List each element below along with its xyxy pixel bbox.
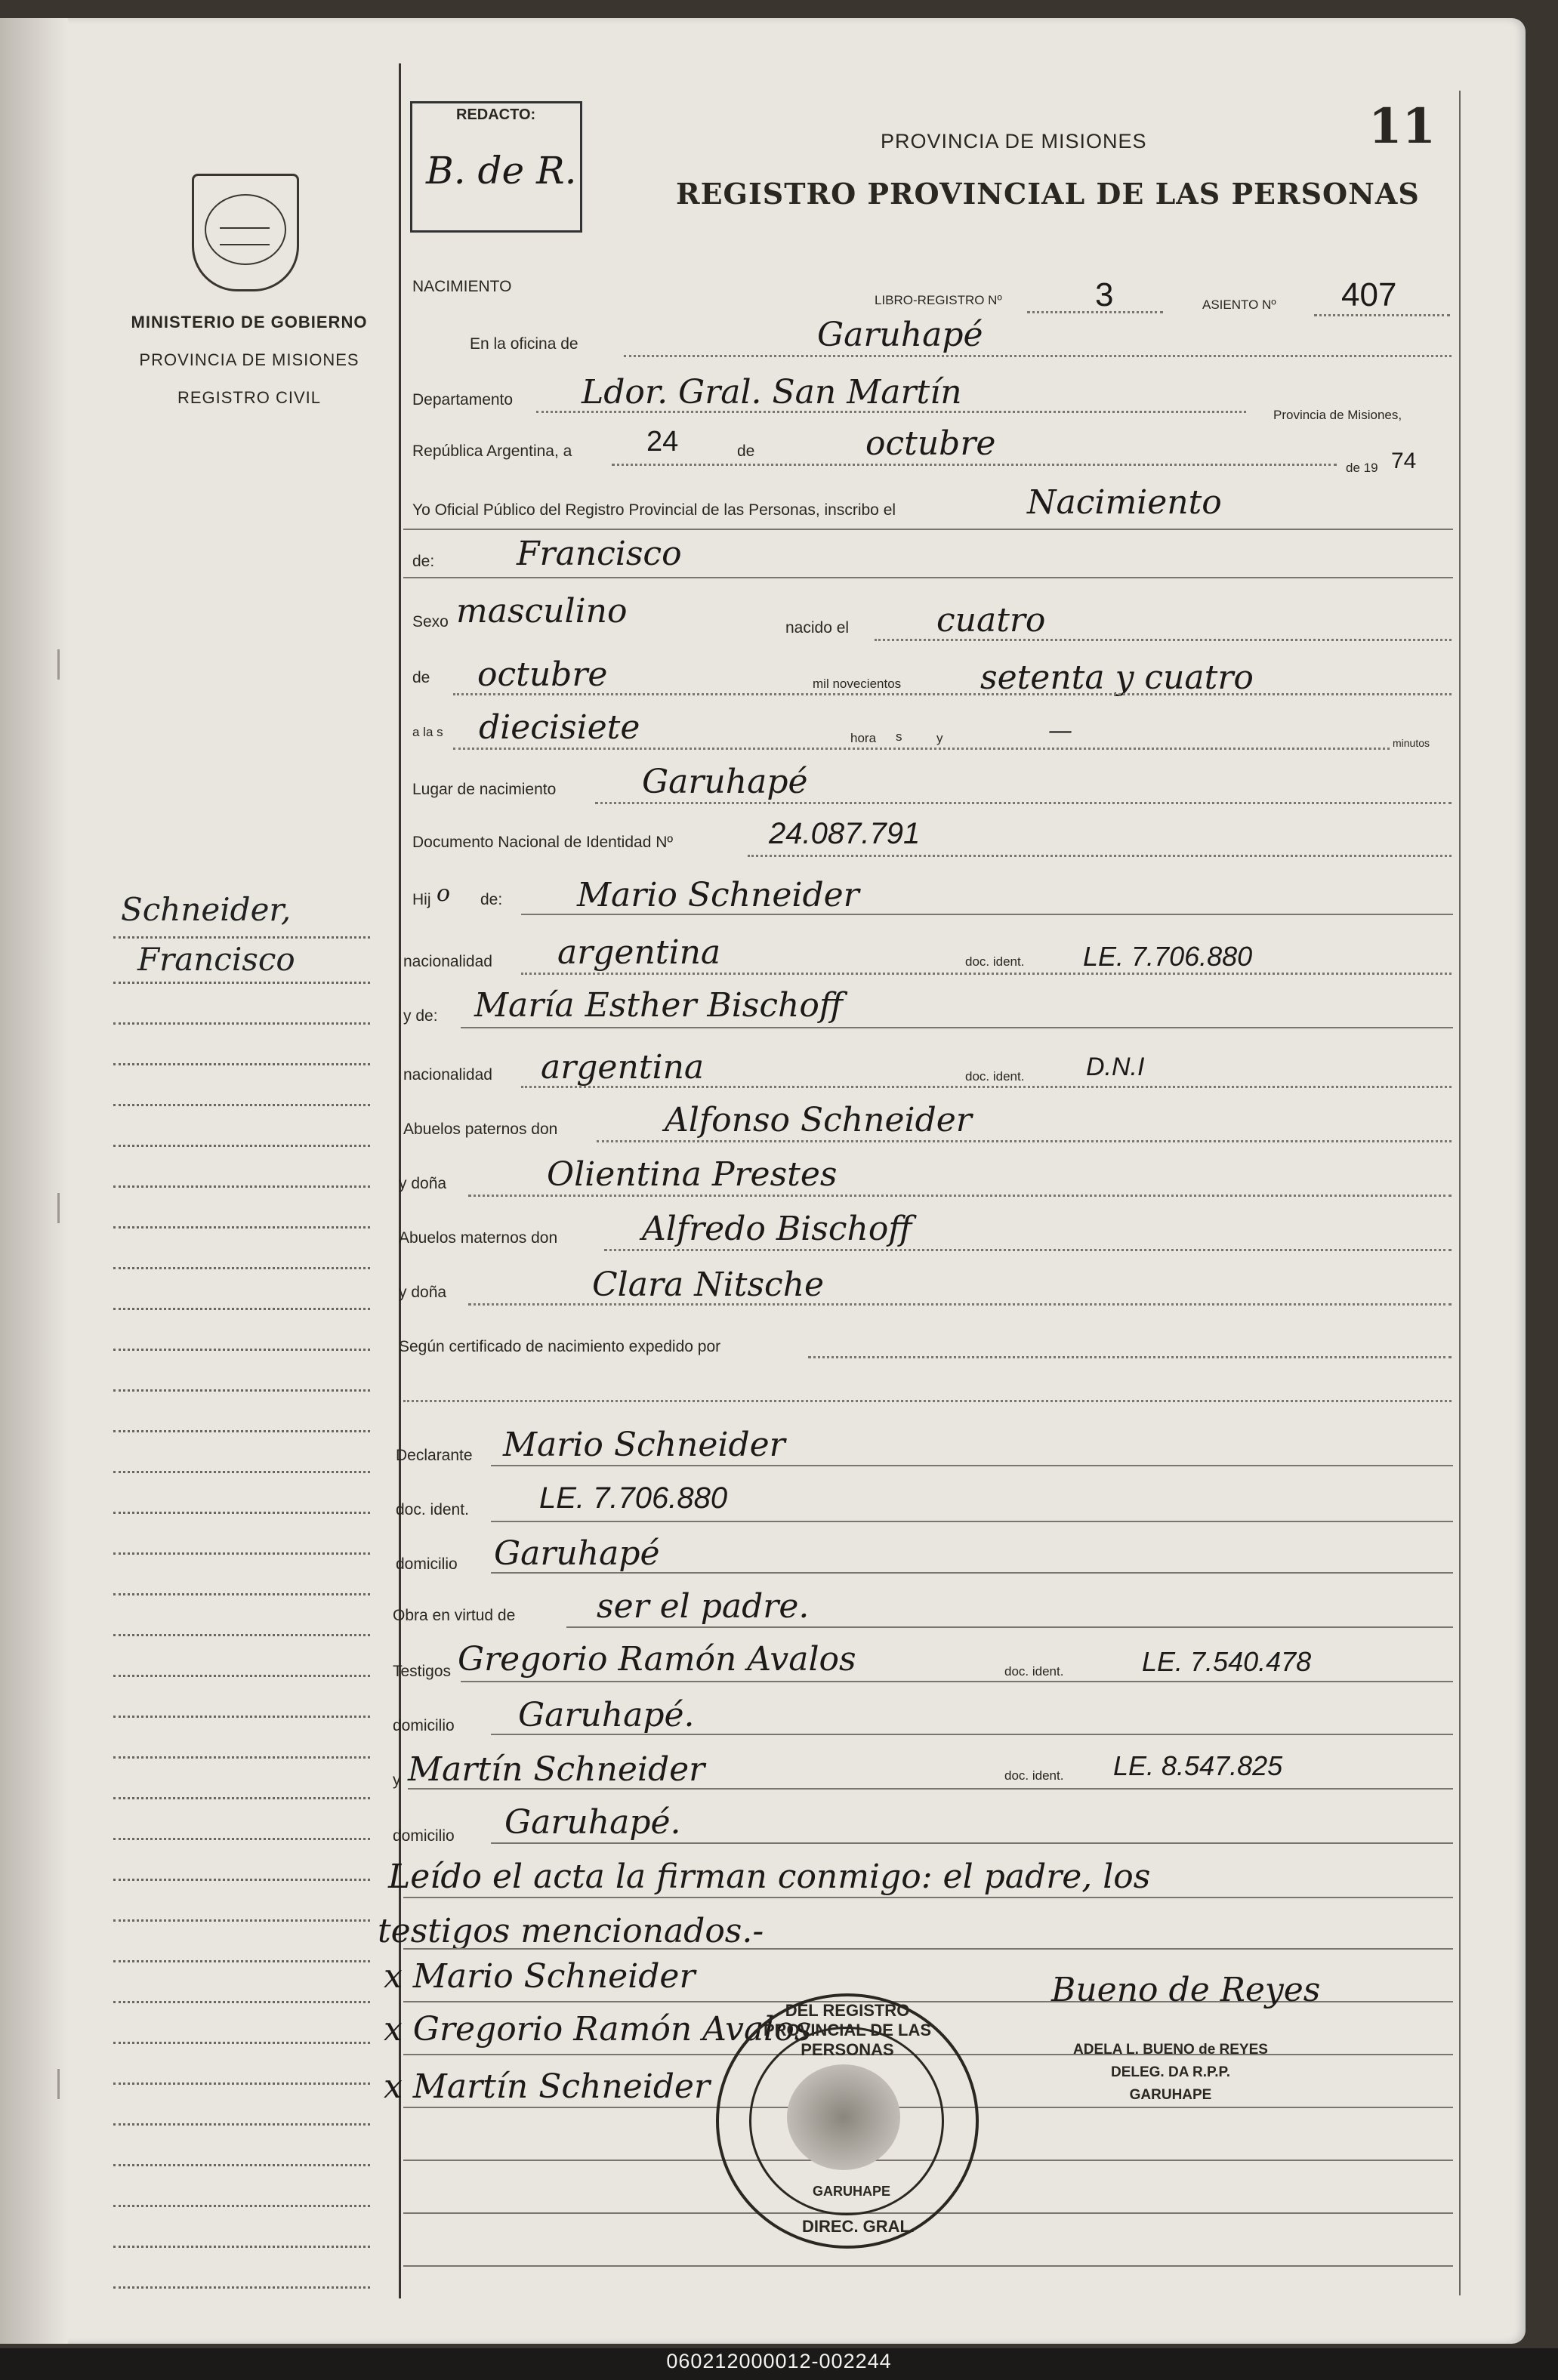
- ab-pat-dona-label: y doña: [399, 1175, 447, 1192]
- cert-label: Según certificado de nacimiento expedido por: [399, 1338, 721, 1355]
- test2-doc: LE. 8.547.825: [1113, 1750, 1283, 1781]
- margin-line: [113, 1675, 370, 1677]
- child-name: Francisco: [517, 535, 682, 573]
- form-rule: [491, 1842, 1453, 1844]
- margin-line: [113, 2164, 370, 2166]
- book-gutter: [0, 18, 68, 2344]
- margin-line: [113, 936, 370, 939]
- page-number: 11: [1368, 98, 1436, 155]
- testigos-label: Testigos: [393, 1663, 452, 1680]
- inscribo-value: Nacimiento: [1027, 483, 1222, 522]
- form-rule: [491, 1572, 1453, 1574]
- binding-stitch: [57, 2069, 73, 2099]
- declarante-label: Declarante: [396, 1447, 473, 1464]
- libro-value: 3: [1095, 276, 1114, 313]
- y2-label: y: [393, 1771, 401, 1789]
- year-label: de 19: [1346, 461, 1378, 475]
- margin-line: [113, 1838, 370, 1840]
- form-rule: [461, 1681, 1453, 1682]
- official-line2: DELEG. DA R.P.P.: [1110, 2064, 1231, 2080]
- signature-official: Bueno de Reyes: [1051, 1971, 1321, 2009]
- de-colon-label: de:: [412, 553, 435, 570]
- date-de-label: de: [737, 442, 755, 460]
- ab-mat-label: Abuelos maternos don: [399, 1229, 558, 1247]
- redacto-value: B. de R.: [426, 149, 577, 193]
- official-line1: ADELA L. BUENO de REYES: [1073, 2042, 1268, 2058]
- oficial-text: Yo Oficial Público del Registro Provincial de las Personas, inscribo el: [412, 501, 896, 519]
- obra-value: ser el padre.: [597, 1587, 810, 1626]
- oficina-line: [624, 355, 1452, 357]
- father-name: Mario Schneider: [577, 876, 859, 914]
- ab-pat-line: [597, 1140, 1452, 1142]
- minutes-value: —: [1048, 716, 1072, 745]
- margin-line: [113, 1593, 370, 1595]
- margin-line: [113, 1716, 370, 1718]
- minutos-label: minutos: [1393, 737, 1430, 749]
- dni-value: 24.087.791: [769, 817, 921, 850]
- margin-surname: Schneider,: [121, 891, 292, 928]
- binding-stitch: [57, 649, 73, 680]
- margin-line: [113, 1145, 370, 1147]
- redacto-box: [410, 101, 582, 233]
- hora-label: hora: [850, 731, 877, 745]
- ministry-registry: REGISTRO CIVIL: [177, 388, 322, 407]
- margin-line: [113, 1349, 370, 1351]
- registry-stamp: [716, 1993, 979, 2249]
- dni-label: Documento Nacional de Identidad Nº: [412, 834, 674, 851]
- stamp-place: GARUHAPE: [813, 2184, 891, 2199]
- margin-line: [113, 1797, 370, 1799]
- mother-nat: argentina: [541, 1048, 705, 1087]
- form-rule: [491, 1521, 1453, 1522]
- departamento-label: Departamento: [412, 391, 514, 408]
- declarante-value: Mario Schneider: [503, 1426, 785, 1464]
- form-rule: [491, 1465, 1453, 1466]
- test2-name: Martín Schneider: [408, 1750, 705, 1789]
- official-line3: GARUHAPE: [1129, 2087, 1212, 2103]
- father-nat-label: nacionalidad: [403, 953, 492, 970]
- year-line: [453, 693, 1452, 695]
- year-words: setenta y cuatro: [980, 658, 1254, 697]
- mother-doc: D.N.I: [1086, 1053, 1145, 1081]
- margin-line: [113, 2123, 370, 2126]
- mother-nat-label: nacionalidad: [403, 1066, 492, 1084]
- ministry-title: MINISTERIO DE GOBIERNO: [131, 313, 368, 331]
- stamp-text-top: DEL REGISTRO PROVINCIAL DE LAS PERSONAS: [763, 2001, 932, 2059]
- margin-line: [113, 982, 370, 984]
- margin-line: [113, 1430, 370, 1432]
- nacido-line: [875, 639, 1452, 641]
- test1-dom: Garuhapé.: [518, 1696, 695, 1734]
- hijo-label: Hij: [412, 891, 431, 908]
- date-line: [612, 464, 1337, 466]
- margin-line: [113, 2246, 370, 2248]
- ministry-province: PROVINCIA DE MISIONES: [139, 350, 359, 369]
- margin-line: [113, 2082, 370, 2085]
- form-rule: [403, 577, 1453, 578]
- margin-line: [113, 1308, 370, 1310]
- form-rule: [461, 1027, 1453, 1028]
- document-id: 060212000012-002244: [666, 2350, 892, 2372]
- margin-line: [113, 1634, 370, 1636]
- margin-line: [113, 1552, 370, 1555]
- father-doc: LE. 7.706.880: [1083, 941, 1253, 972]
- form-rule: [403, 1897, 1453, 1898]
- hour-value: diecisiete: [479, 708, 640, 747]
- right-rule: [1459, 91, 1461, 2295]
- asiento-label: ASIENTO Nº: [1202, 298, 1276, 312]
- mil-label: mil novecientos: [813, 677, 902, 691]
- month-value: octubre: [865, 424, 996, 463]
- lugar-line: [595, 802, 1452, 804]
- cert-line: [808, 1356, 1452, 1358]
- test1-doc: LE. 7.540.478: [1142, 1646, 1312, 1677]
- hora-suffix: s: [896, 729, 902, 744]
- hijo-de-label: de:: [480, 891, 503, 908]
- ab-pat-dona: Olientina Prestes: [547, 1155, 838, 1194]
- section-label: NACIMIENTO: [412, 278, 512, 295]
- form-rule: [566, 1626, 1453, 1628]
- sexo-value: masculino: [456, 592, 628, 630]
- provincia-suffix: Provincia de Misiones,: [1273, 408, 1402, 422]
- margin-line: [113, 1022, 370, 1025]
- margin-line: [113, 1512, 370, 1514]
- hour-line: [453, 748, 1390, 750]
- libro-label: LIBRO-REGISTRO Nº: [875, 293, 1002, 307]
- signature-father: x Mario Schneider: [384, 1957, 696, 1996]
- margin-line: [113, 1960, 370, 1962]
- decl-dom-value: Garuhapé: [494, 1534, 660, 1573]
- hijo-suffix: o: [437, 880, 451, 907]
- margin-line: [113, 2042, 370, 2044]
- test2-dom: Garuhapé.: [504, 1803, 681, 1842]
- margin-line: [113, 1104, 370, 1106]
- oficina-label: En la oficina de: [470, 335, 578, 353]
- closing-line1: Leído el acta la firman conmigo: el padre, los: [388, 1857, 1151, 1896]
- stamp-emblem-icon: [787, 2064, 900, 2170]
- ab-mat-dona: Clara Nitsche: [592, 1266, 825, 1304]
- test1-doc-label: doc. ident.: [1004, 1664, 1064, 1679]
- margin-line: [113, 1756, 370, 1759]
- asiento-line: [1314, 314, 1450, 316]
- month2-value: octubre: [477, 655, 608, 694]
- redacto-label: REDACTO:: [456, 106, 536, 123]
- page-title: REGISTRO PROVINCIAL DE LAS PERSONAS: [676, 177, 1420, 211]
- margin-line: [113, 1389, 370, 1392]
- father-nat-line: [521, 973, 1452, 975]
- ab-mat-don: Alfredo Bischoff: [642, 1210, 912, 1248]
- year-value: 74: [1391, 449, 1417, 473]
- republica-label: República Argentina, a: [412, 442, 572, 460]
- test1-dom-label: domicilio: [393, 1717, 455, 1734]
- binding-stitch: [57, 1193, 73, 1223]
- margin-line: [113, 1471, 370, 1473]
- yde-label: y de:: [403, 1007, 438, 1025]
- header-province: PROVINCIA DE MISIONES: [881, 130, 1147, 153]
- cert-line2: [403, 1400, 1452, 1402]
- lugar-value: Garuhapé: [642, 763, 808, 801]
- form-rule: [403, 529, 1453, 530]
- nacido-label: nacido el: [785, 619, 850, 637]
- obra-label: Obra en virtud de: [393, 1607, 516, 1624]
- sexo-label: Sexo: [412, 613, 449, 630]
- signature-witness2: x Martín Schneider: [384, 2067, 711, 2106]
- alas-label: a la s: [412, 725, 443, 739]
- ab-pat-label: Abuelos paternos don: [403, 1121, 558, 1138]
- test2-dom-label: domicilio: [393, 1827, 455, 1845]
- ab-pat-dona-line: [468, 1195, 1452, 1197]
- margin-line: [113, 1226, 370, 1229]
- margin-line: [113, 1879, 370, 1881]
- mother-name: María Esther Bischoff: [474, 986, 844, 1025]
- margin-name: Francisco: [137, 941, 295, 978]
- father-nat: argentina: [557, 933, 721, 972]
- decl-doc-value: LE. 7.706.880: [539, 1481, 728, 1515]
- test1-name: Gregorio Ramón Avalos: [458, 1640, 856, 1679]
- decl-doc-label: doc. ident.: [396, 1501, 469, 1518]
- form-rule: [403, 2265, 1453, 2267]
- oficina-value: Garuhapé: [817, 316, 983, 354]
- nacido-value: cuatro: [936, 601, 1046, 640]
- margin-line: [113, 1267, 370, 1269]
- province-seal-icon: [192, 174, 299, 291]
- asiento-value: 407: [1341, 276, 1397, 313]
- margin-line: [113, 2286, 370, 2289]
- lugar-label: Lugar de nacimiento: [412, 781, 557, 798]
- signature-witness1: x Gregorio Ramón Avalos: [384, 2010, 812, 2049]
- mother-doc-label: doc. ident.: [965, 1069, 1025, 1084]
- stamp-text-bottom: DIREC. GRAL.: [802, 2217, 915, 2236]
- form-rule: [491, 1734, 1453, 1735]
- y-label: y: [936, 731, 943, 745]
- official-stamp-text: [1042, 2039, 1299, 2107]
- dni-line: [748, 855, 1452, 857]
- ab-mat-dona-line: [468, 1303, 1452, 1306]
- day-value: 24: [646, 426, 679, 458]
- margin-line: [113, 2001, 370, 2003]
- decl-dom-label: domicilio: [396, 1555, 458, 1573]
- mother-nat-line: [521, 1086, 1452, 1088]
- ab-mat-line: [604, 1249, 1452, 1251]
- ab-pat-don: Alfonso Schneider: [665, 1101, 972, 1139]
- form-rule: [403, 1948, 1453, 1950]
- de2-label: de: [412, 669, 430, 686]
- form-rule: [521, 914, 1453, 915]
- closing-line2: testigos mencionados.-: [378, 1912, 764, 1950]
- test2-doc-label: doc. ident.: [1004, 1768, 1064, 1783]
- form-rule: [408, 1788, 1453, 1790]
- departamento-value: Ldor. Gral. San Martín: [582, 373, 962, 412]
- ab-mat-dona-label: y doña: [399, 1284, 447, 1301]
- margin-line: [113, 1063, 370, 1065]
- father-doc-label: doc. ident.: [965, 954, 1025, 969]
- margin-line: [113, 2205, 370, 2207]
- margin-line: [113, 1919, 370, 1922]
- margin-line: [113, 1185, 370, 1188]
